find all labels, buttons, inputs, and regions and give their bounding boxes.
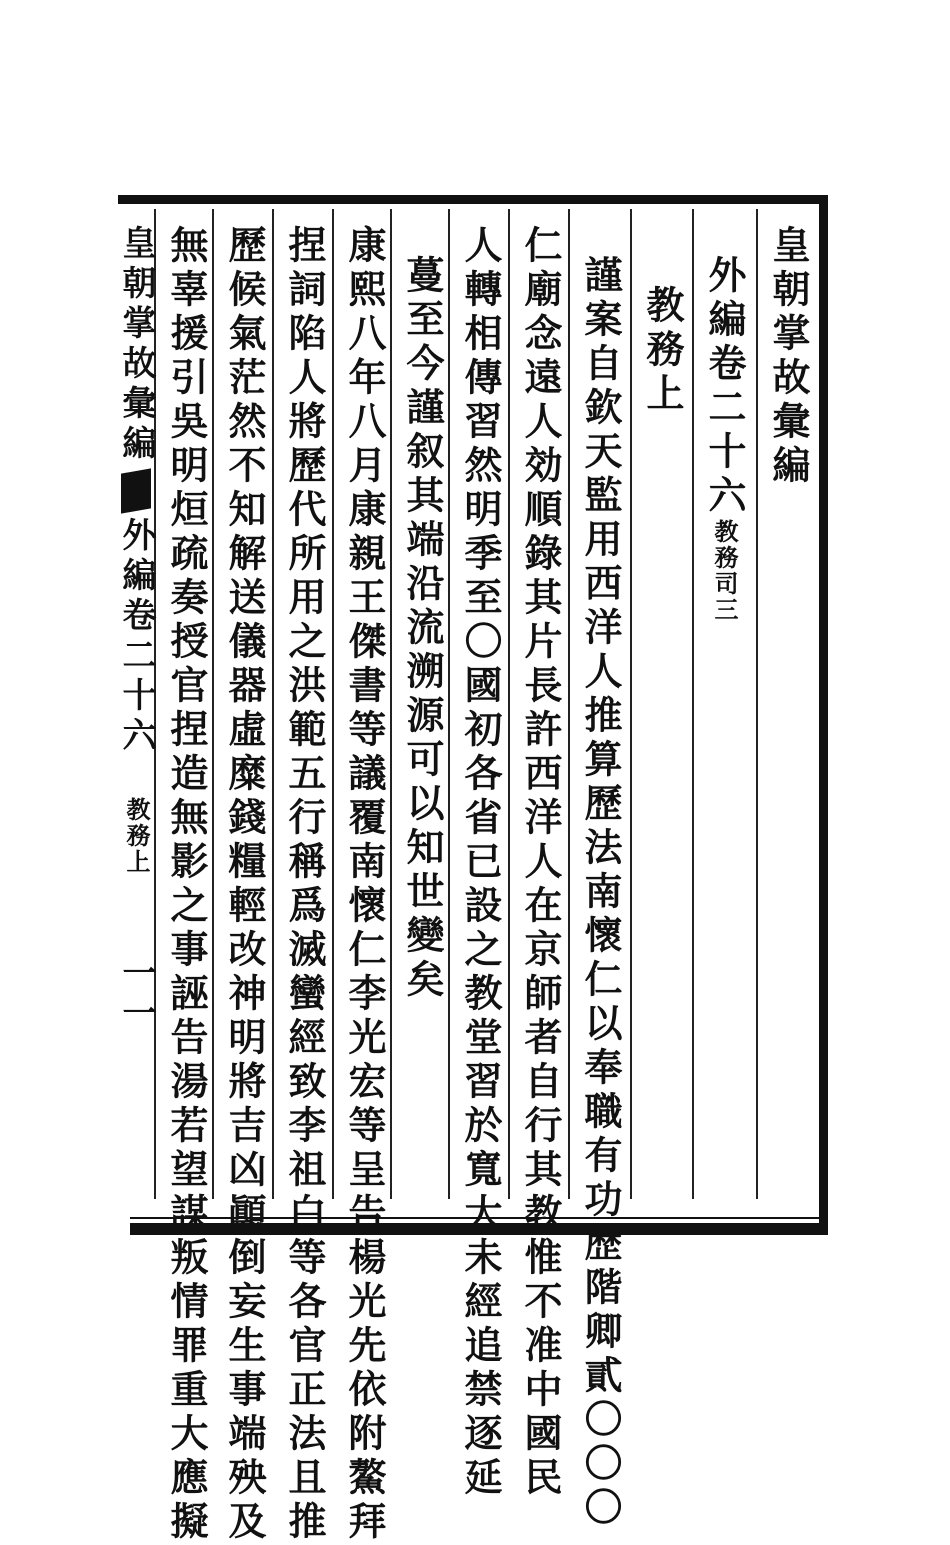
column-rule	[630, 209, 632, 1199]
chapter-heading: 教務上	[640, 285, 685, 417]
page-number: 一一	[116, 955, 156, 1035]
text-column: 歷候氣茫然不知解送儀器虛糜錢糧輕改神明將吉凶顚倒妄生事端殃及	[222, 225, 267, 1545]
frame-right-border	[819, 195, 828, 1225]
section-label: 教務司三	[710, 519, 739, 623]
frame-top-border	[118, 195, 828, 204]
column-rule	[508, 209, 510, 1199]
text-column: 人轉相傳習然明季至〇國初各省已設之教堂習於寬大未經追禁逐延	[458, 225, 503, 1501]
column-rule	[332, 209, 334, 1199]
text-column: 蔓至今謹叙其端沿流溯源可以知世變矣	[400, 255, 445, 1003]
column-rule	[448, 209, 450, 1199]
volume-heading	[702, 255, 746, 623]
page-frame	[116, 195, 828, 1545]
margin-section: 教務上	[122, 797, 151, 875]
text-column: 捏詞陷人將歷代所用之洪範五行稱爲滅蠻經致李祖白等各官正法且推	[282, 225, 327, 1545]
text-column: 康熙八年八月康親王傑書等議覆南懷仁李光宏等呈告楊光先依附鰲拜	[342, 225, 387, 1545]
column-rule	[568, 209, 570, 1199]
column-rule	[756, 209, 758, 1199]
margin-title: 皇朝掌故彙編	[116, 225, 156, 465]
column-rule	[212, 209, 214, 1199]
margin-column	[118, 225, 158, 1035]
column-rule	[692, 209, 694, 1199]
text-column: 謹案自欽天監用西洋人推算歷法南懷仁以奉職有功歷階卿貳〇〇〇	[578, 255, 623, 1531]
margin-volume: 外編卷二十六	[116, 517, 156, 757]
volume-label: 外編卷二十六	[702, 255, 747, 519]
column-rule	[272, 209, 274, 1199]
text-column: 無辜援引吳明烜疏奏授官捏造無影之事誣告湯若望謀叛情罪重大應擬	[164, 225, 209, 1545]
column-rule	[390, 209, 392, 1199]
book-title: 皇朝掌故彙編	[766, 225, 811, 489]
fishtail-mark	[121, 468, 151, 513]
text-column: 仁廟念遠人効順錄其片長許西洋人在京師者自行其教惟不准中國民	[518, 225, 563, 1501]
